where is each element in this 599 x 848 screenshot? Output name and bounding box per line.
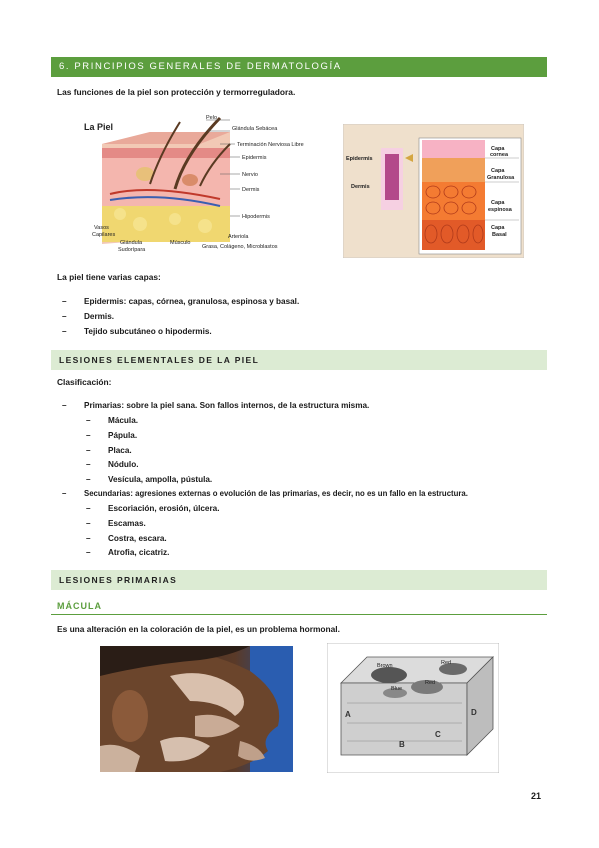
- list-item: – Escamas.: [86, 519, 146, 528]
- skin-figure-title: La Piel: [84, 122, 114, 132]
- block-label-c: C: [435, 730, 441, 739]
- list-item: – Epidermis: capas, córnea, granulosa, espinosa y basal.: [62, 297, 300, 306]
- block-label-a: A: [345, 710, 351, 719]
- strata-layer-3-line1: Capa: [491, 200, 505, 206]
- macula-heading: MÁCULA: [57, 601, 102, 611]
- label-pelo: Pelo: [206, 115, 218, 121]
- list-item: – Placa.: [86, 446, 132, 455]
- list-item: – Tejido subcutáneo o hipodermis.: [62, 327, 212, 336]
- label-arteriola: Arteriola: [228, 234, 249, 240]
- list-item: – Dermis.: [62, 312, 115, 321]
- list-item-secundarias: – Secundarias: agresiones externas o evolución de las primarias, es decir, no es un fallo en la estructura.: [62, 489, 468, 498]
- label-grasa: Grasa, Colágeno, Microblastos: [202, 244, 278, 250]
- list-item: – Atrofia, cicatriz.: [86, 548, 170, 557]
- strata-left-dermis: Dermis: [351, 184, 370, 190]
- label-terminacion: Terminación Nerviosa Libre: [237, 142, 304, 148]
- block-label-brown: Brown: [377, 663, 393, 669]
- strata-layer-1-line1: Capa: [491, 146, 505, 152]
- list-item-primarias: – Primarias: sobre la piel sana. Son fallos internos, de la estructura misma.: [62, 401, 370, 410]
- list-item: – Vesícula, ampolla, pústula.: [86, 475, 213, 484]
- label-glandula-sudoripara-2: Sudorípara: [118, 247, 146, 253]
- layers-intro: La piel tiene varias capas:: [57, 272, 161, 282]
- list-item: – Escoriación, erosión, úlcera.: [86, 504, 220, 513]
- list-item: – Nódulo.: [86, 460, 139, 469]
- section-lesiones-primarias: LESIONES PRIMARIAS: [51, 570, 547, 590]
- clasificacion-label: Clasificación:: [57, 377, 112, 387]
- macula-photo: [100, 646, 293, 772]
- page-number: 21: [531, 791, 542, 801]
- strata-layer-1-line2: cornea: [490, 152, 509, 158]
- label-dermis: Dermis: [242, 187, 260, 193]
- label-musculo: Músculo: [170, 240, 191, 246]
- label-hipodermis: Hipodermis: [242, 214, 270, 220]
- block-label-b: B: [399, 740, 405, 749]
- macula-block-diagram: [327, 643, 499, 773]
- label-capilares: Capilares: [92, 232, 116, 238]
- intro-text: Las funciones de la piel son protección y termorreguladora.: [57, 87, 296, 97]
- list-item: – Costra, escara.: [86, 534, 167, 543]
- strata-left-epidermis: Epidermis: [346, 156, 373, 162]
- strata-layer-2-line1: Capa: [491, 168, 505, 174]
- strata-layer-4-line2: Basal: [492, 232, 507, 238]
- strata-layer-4-line1: Capa: [491, 225, 505, 231]
- section-header: 6. PRINCIPIOS GENERALES DE DERMATOLOGÍA: [51, 57, 547, 77]
- list-item: – Mácula.: [86, 416, 139, 425]
- macula-divider: [51, 614, 547, 615]
- label-glandula-sebacea: Glándula Sebácea: [232, 126, 278, 132]
- section-lesiones-elementales: LESIONES ELEMENTALES DE LA PIEL: [51, 350, 547, 370]
- list-item: – Pápula.: [86, 431, 138, 440]
- label-vasos: Vasos: [94, 225, 109, 231]
- macula-text: Es una alteración en la coloración de la piel, es un problema hormonal.: [57, 624, 340, 634]
- block-label-blue: Blue: [391, 686, 403, 692]
- label-nervio: Nervio: [242, 172, 258, 178]
- epidermis-strata-diagram: [343, 124, 524, 258]
- block-label-red-top: Red: [441, 660, 452, 666]
- strata-layer-3-line2: espinosa: [488, 207, 512, 213]
- label-epidermis: Epidermis: [242, 155, 267, 161]
- strata-layer-2-line2: Granulosa: [487, 175, 515, 181]
- skin-diagram: [80, 114, 320, 256]
- block-label-d: D: [471, 708, 477, 717]
- label-glandula-sudoripara-1: Glándula: [120, 240, 143, 246]
- block-label-red-mid: Red: [425, 680, 436, 686]
